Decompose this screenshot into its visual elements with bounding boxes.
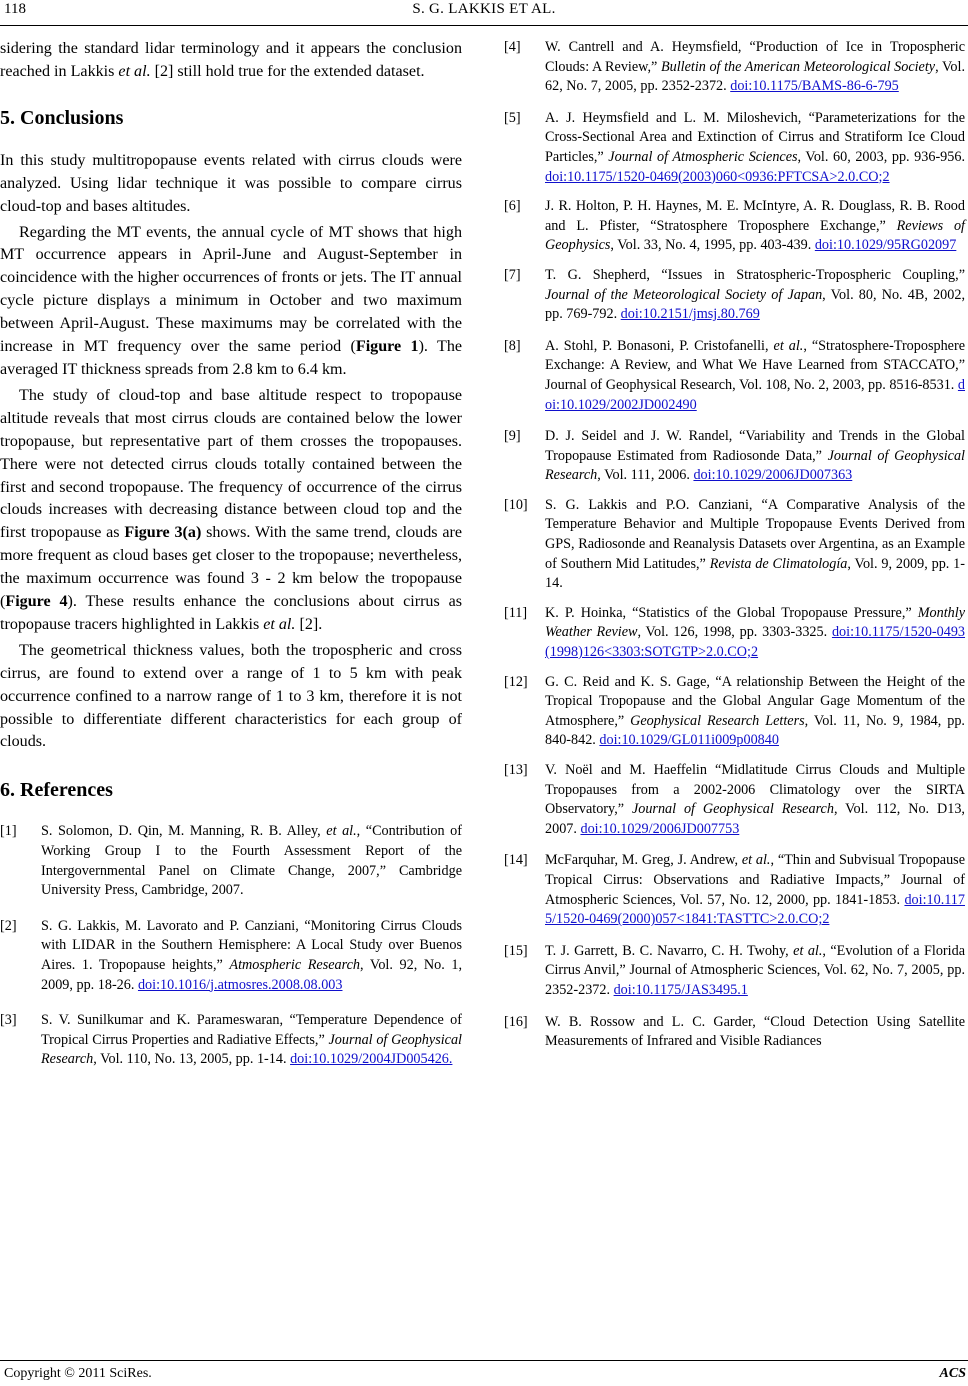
section-heading-conclusions: 5. Conclusions [0,106,124,129]
reference-entry [504,197,965,256]
reference-list-right [504,38,965,1052]
reference-number: [9] [504,428,521,445]
section-heading-references: 6. References [0,779,113,802]
reference-entry [504,851,965,929]
reference-text: W. B. Rossow and L. C. Garder, “Cloud Detection Using Satellite Measurements of Infrared and Visible Radiances [545,1013,965,1050]
footer-rule [0,1360,968,1361]
doi-link[interactable]: doi:10.1029/2002JD002490 [545,376,966,413]
reference-text: A. J. Heymsfield and L. M. Miloshevich, “Parameterizations for the Cross-Sectional Area and Extinction of Cirrus and Stratiform Ice Cloud Particles,” Journal of Atmospheric Sciences, Vol. 60, 2003, pp. 936-956. doi:10.1175/1520-0469(2003)060<0936:PFTCSA>2.0.CO;2 [545,109,966,185]
reference-entry [0,822,462,900]
reference-text: S. G. Lakkis, M. Lavorato and P. Canziani, “Monitoring Cirrus Clouds with LIDAR in the Southern Hemisphere: A Local Study over Buenos Aires. 1. Tropopause heights,” Atmospheric Research, Vol. 92, No. 1, 2009, pp. 18-26. doi:10.1016/j.atmosres.2008.08.003 [41,917,462,993]
reference-entry [504,38,965,97]
reference-entry [504,942,965,1001]
doi-link[interactable]: doi:10.1029/95RG02097 [814,237,957,254]
reference-entry [0,917,462,995]
doi-link[interactable]: doi:10.1175/JAS3495.1 [613,981,748,998]
reference-number: [14] [504,852,528,869]
right-column [504,38,965,1052]
reference-text: K. P. Hoinka, “Statistics of the Global Tropopause Pressure,” Monthly Weather Review, Vol. 126, 1998, pp. 3303-3325. doi:10.1175/1520-0493(1998)126<3303:SOTGTP>2.0.CO;2 [545,604,966,661]
doi-link[interactable]: doi:10.1175/1520-0493(1998)126<3303:SOTGTP>2.0.CO;2 [545,624,966,661]
reference-entry [504,761,965,839]
reference-entry [504,1013,965,1052]
reference-number: [16] [504,1013,528,1030]
paragraph: The geometrical thickness values, both the tropospheric and cross cirrus, are found to extend over a range of 1 to 5 km with peak occurrence confined to a narrow range of 1 to 3 km, therefore it is not possible to differentiate different characteristics for each group of clouds. [0,641,462,751]
reference-number: [7] [504,266,521,283]
reference-entry [504,266,965,325]
reference-text: D. J. Seidel and J. W. Randel, “Variability and Trends in the Global Tropopause Estimated from Radiosonde Data,” Journal of Geophysical Research, Vol. 111, 2006. doi:10.1029/2006JD007363 [545,428,965,484]
reference-text: McFarquhar, M. Greg, J. Andrew, et al., “Thin and Subvisual Tropopause Tropical Cirrus: Observations and Radiative Impacts,” Journal of Atmospheric Sciences, Vol. 57, No. 12, 2000, pp. 1841-1853. doi:10.1175/1520-0469(2000)057<1841:TASTTC>2.0.CO;2 [545,852,966,928]
reference-entry [504,673,965,751]
reference-number: [3] [0,1012,17,1029]
reference-number: [13] [504,762,528,778]
running-title: S. G. LAKKIS ET AL. [412,1,556,17]
reference-number: [12] [504,673,528,690]
reference-entry [504,496,965,594]
paragraph: The study of cloud-top and base altitude respect to tropopause altitude reveals that most cirrus clouds are contained below the lower tropopause, but representative part of them crosses the tropopauses. There were not detected cirrus clouds totally contained between the first and second tropopause. The frequency of occurrence of the cirrus clouds increases with decreasing distance between cloud top and the first tropopause as Figure 3(a) shows. With the same trend, clouds are more frequent as cloud bases get closer to the tropopause; nevertheless, the maximum occurrence was found 3 - 2 km below the tropopause (Figure 4). These results enhance the conclusions about cirrus as tropopause tracers highlighted in Lakkis et al. [2]. [0,386,462,633]
reference-entry [504,109,965,187]
doi-link[interactable]: doi:10.1175/1520-0469(2000)057<1841:TASTTC>2.0.CO;2 [545,891,965,928]
reference-text: W. Cantrell and A. Heymsfield, “Production of Ice in Tropospheric Clouds: A Review,” Bulletin of the American Meteorological Society, Vol. 62, No. 7, 2005, pp. 2352-2372. doi:10.1175/BAMS-86-6-795 [545,39,965,95]
doi-link[interactable]: doi:10.1175/1520-0469(2003)060<0936:PFTCSA>2.0.CO;2 [545,168,890,185]
reference-number: [4] [504,39,521,55]
reference-number: [1] [0,823,17,840]
doi-link[interactable]: doi:10.1029/GL011i009p00840 [599,732,779,749]
reference-text: T. J. Garrett, B. C. Navarro, C. H. Twohy, et al., “Evolution of a Florida Cirrus Anvil,” Journal of Atmospheric Sciences, Vol. 62, No. 7, 2005, pp. 2352-2372. doi:10.1175/JAS3495.1 [545,942,965,998]
page-number: 118 [4,1,26,17]
header-rule [0,25,968,26]
reference-text: V. Noël and M. Haeffelin “Midlatitude Cirrus Clouds and Multiple Tropopauses from a 2002-2006 Climatology over the SIRTA Observatory,” Journal of Geophysical Research, Vol. 112, No. D13, 2007. doi:10.1029/2006JD007753 [545,762,965,837]
reference-text: J. R. Holton, P. H. Haynes, M. E. McIntyre, A. R. Douglass, R. B. Rood and L. Pfister, “Stratosphere Troposphere Exchange,” Reviews of Geophysics, Vol. 33, No. 4, 1995, pp. 403-439. doi:10.1029/95RG02097 [545,198,965,254]
reference-text: S. G. Lakkis and P.O. Canziani, “A Comparative Analysis of the Temperature Behavior and Multiple Tropopause Events Derived from GPS, Radiosonde and Reanalysis Datasets over Argentina, as an Example of Southern Mid Latitudes,” Revista de Climatología, Vol. 9, 2009, pp. 1-14. [545,496,965,592]
reference-list-left [0,822,462,1070]
reference-number: [15] [504,942,528,959]
reference-number: [6] [504,198,521,215]
reference-text: S. Solomon, D. Qin, M. Manning, R. B. Alley, et al., “Contribution of Working Group I to the Fourth Assessment Report of the Intergovernmental Panel on Climate Change, 2007,” Cambridge University Press, Cambridge, 2007. [41,823,462,899]
doi-link[interactable]: doi:10.1029/2004JD005426. [290,1051,453,1068]
reference-text: S. V. Sunilkumar and K. Parameswaran, “Temperature Dependence of Tropical Cirrus Properties and Radiative Effects,” Journal of Geophysical Research, Vol. 110, No. 13, 2005, pp. 1-14. doi:10.1029/2004JD005426. [41,1012,462,1068]
reference-text: A. Stohl, P. Bonasoni, P. Cristofanelli, et al., “Stratosphere-Troposphere Exchange: A Review, and What We Have Learned from STACCATO,” Journal of Geophysical Research, Vol. 108, No. 2, 2003, pp. 8516-8531. doi:10.1029/2002JD002490 [545,337,966,413]
paragraph: Regarding the MT events, the annual cycle of MT shows that high MT occurrence appears in April-June and August-September in coincidence with the higher occurrences of fronts or jets. The IT annual cycle picture displays a minimum in October and two maximum between April-August. These maximums may be correlated with the increase in MT frequency over the same period (Figure 1). The averaged IT thickness spreads from 2.8 km to 6.4 km. [0,223,463,378]
left-column [0,38,462,1070]
reference-entry [504,604,965,663]
doi-link[interactable]: doi:10.1175/BAMS-86-6-795 [730,78,899,95]
doi-link[interactable]: doi:10.1029/2006JD007753 [580,820,740,837]
reference-entry [504,337,965,415]
footer-copyright: Copyright © 2011 SciRes. [4,1366,152,1381]
reference-entry [504,427,965,486]
reference-number: [10] [504,496,528,513]
reference-number: [5] [504,109,521,126]
reference-number: [11] [504,604,528,621]
doi-link[interactable]: doi:10.1016/j.atmosres.2008.08.003 [137,976,343,993]
reference-entry [0,1011,462,1070]
paragraph-continued: sidering the standard lidar terminology and it appears the conclusion reached in Lakkis et al. [2] still hold true for the extended dataset. [0,40,462,80]
doi-link[interactable]: doi:10.2151/jmsj.80.769 [620,306,760,323]
reference-text: T. G. Shepherd, “Issues in Stratospheric-Tropospheric Coupling,” Journal of the Meteorological Society of Japan, Vol. 80, No. 4B, 2002, pp. 769-792. doi:10.2151/jmsj.80.769 [545,266,965,323]
paragraph: In this study multitropopause events related with cirrus clouds were analyzed. Using lidar technique it was possible to compare cirrus cloud-top and bases altitudes. [0,151,462,215]
footer-journal: ACS [939,1366,966,1381]
reference-number: [8] [504,337,521,354]
reference-text: G. C. Reid and K. S. Gage, “A relationship Between the Height of the Tropical Tropopause and the Global Angular Gage Momentum of the Atmosphere,” Geophysical Research Letters, Vol. 11, No. 9, 1984, pp. 840-842. doi:10.1029/GL011i009p00840 [545,673,965,749]
doi-link[interactable]: doi:10.1029/2006JD007363 [693,467,853,484]
reference-number: [2] [0,917,17,934]
